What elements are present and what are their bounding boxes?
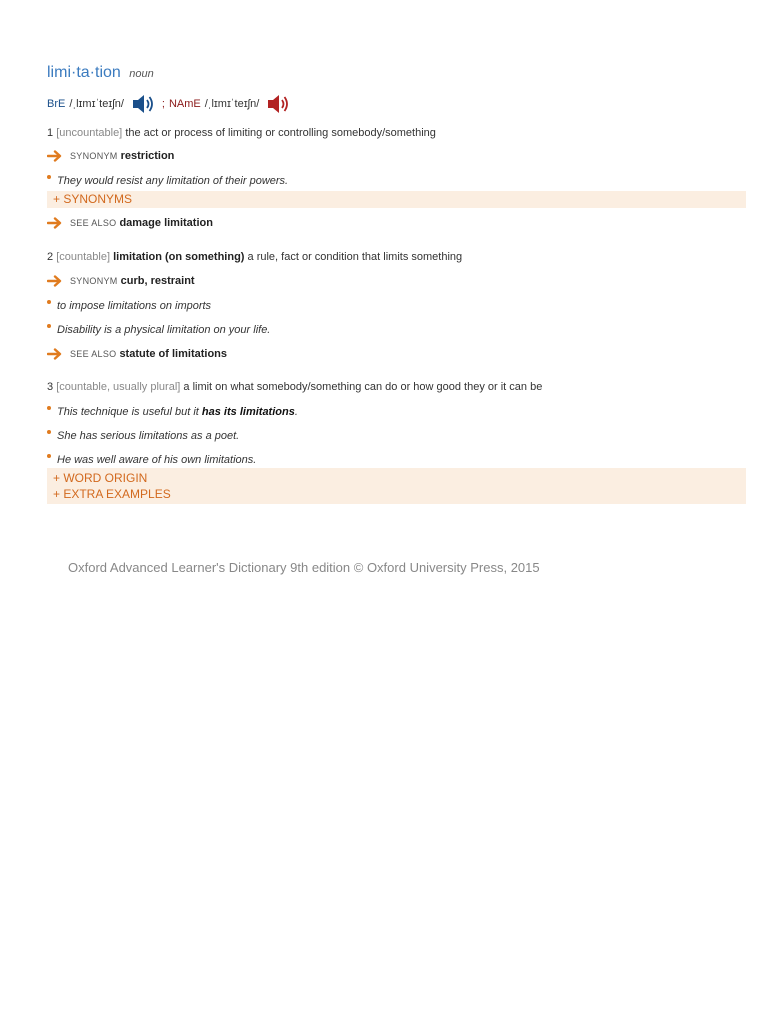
bullet-icon [47, 454, 51, 458]
synonym-link[interactable]: restriction [120, 150, 175, 162]
bre-ipa: /ˌlɪmɪˈteɪʃn/ [69, 98, 124, 110]
sense-1-definition [47, 127, 436, 139]
extra-examples-toggle[interactable]: + EXTRA EXAMPLES [53, 487, 171, 501]
pronunciation [47, 90, 291, 118]
example: They would resist any limitation of their powers. [47, 175, 288, 187]
synonyms-box [47, 191, 746, 208]
synonym-label: SYNONYM [70, 151, 118, 161]
part-of-speech: noun [129, 68, 154, 80]
example: Disability is a physical limitation on your life. [47, 324, 270, 336]
sense-number: 2 [47, 251, 54, 263]
example: She has serious limitations as a poet. [47, 430, 239, 442]
see-also-label: SEE ALSO [70, 218, 117, 228]
name-ipa: /ˌlɪmɪˈteɪʃn/ [204, 98, 260, 110]
grammar-label: [countable, usually plural] [56, 381, 181, 393]
bre-label: BrE [47, 98, 66, 110]
bullet-icon [47, 300, 51, 304]
sense-number: 3 [47, 381, 54, 393]
bullet-icon [47, 175, 51, 179]
example: to impose limitations on imports [47, 300, 211, 312]
example: He was well aware of his own limitations. [47, 454, 256, 466]
see-also-link[interactable]: statute of limitations [119, 348, 227, 360]
definition: a limit on what somebody/something can do or how good they or it can be [183, 381, 543, 393]
synonym-label: SYNONYM [70, 276, 118, 286]
bullet-icon [47, 430, 51, 434]
extra-boxes [47, 468, 746, 504]
bullet-icon [47, 406, 51, 410]
usage-pattern: limitation (on something) [113, 251, 245, 263]
copyright-footer: Oxford Advanced Learner's Dictionary 9th edition © Oxford University Press, 2015 [68, 560, 540, 575]
arrow-right-icon [47, 348, 63, 360]
bullet-icon [47, 324, 51, 328]
definition: the act or process of limiting or controlling somebody/something [125, 127, 436, 139]
synonym-comma: , [144, 275, 148, 287]
arrow-right-icon [47, 150, 63, 162]
see-also-xref[interactable] [47, 348, 227, 360]
speaker-icon[interactable] [265, 92, 291, 116]
definition: a rule, fact or condition that limits something [247, 251, 463, 263]
word-origin-toggle[interactable]: + WORD ORIGIN [53, 471, 148, 485]
grammar-label: [countable] [56, 251, 111, 263]
see-also-xref[interactable] [47, 217, 213, 229]
synonym-link[interactable]: restraint [150, 275, 195, 287]
see-also-label: SEE ALSO [70, 349, 117, 359]
sense-3-definition [47, 381, 542, 393]
synonym-xref[interactable] [47, 150, 174, 162]
arrow-right-icon [47, 275, 63, 287]
example: This technique is useful but it has its limitations. [47, 406, 298, 418]
sense-number: 1 [47, 127, 54, 139]
example-highlight: has its limitations [201, 406, 295, 418]
name-label: NAmE [168, 98, 201, 110]
synonyms-toggle[interactable]: + SYNONYMS [53, 192, 133, 206]
see-also-link[interactable]: damage limitation [119, 217, 213, 229]
headword: limi·ta·tion [47, 64, 121, 81]
speaker-icon[interactable] [130, 92, 156, 116]
arrow-right-icon [47, 217, 63, 229]
pron-separator: ; [161, 98, 165, 110]
sense-2-definition [47, 251, 462, 263]
synonym-link[interactable]: curb [120, 275, 145, 287]
synonym-xref[interactable] [47, 275, 195, 287]
entry-header [47, 64, 154, 82]
grammar-label: [uncountable] [56, 127, 123, 139]
